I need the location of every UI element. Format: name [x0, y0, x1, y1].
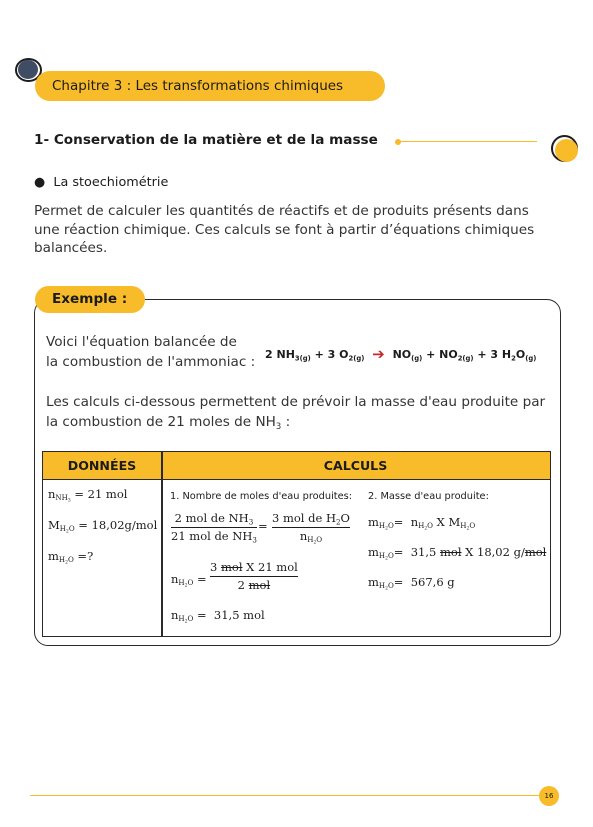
decorative-dot [395, 139, 401, 145]
m-formula: $m_{H_2O}= n_{H_2O}$ X $M_{H_2O}$ [368, 515, 476, 533]
equals-sign: = [258, 519, 268, 533]
chemical-equation [265, 345, 536, 363]
m-result: $m_{H_2O}= 567,6$ g [368, 575, 455, 593]
table-header [43, 452, 550, 480]
decorative-line [400, 141, 537, 142]
bullet-label: La stoechiométrie [53, 175, 169, 190]
calc2-title: 2. Masse d'eau produite: [368, 491, 489, 502]
header-calculs: CALCULS [323, 458, 388, 473]
bullet-item [34, 175, 168, 190]
example-label: Exemple : [35, 286, 145, 313]
calc-paragraph: Les calculs ci-dessous permettent de prévoir la masse d'eau produite par la combustion de 21 moles de $NH_3$ : [46, 394, 546, 431]
bullet-icon: ● [34, 175, 46, 190]
n-calc-fraction: 3 mol X 21 mol 2 mol [210, 560, 298, 592]
page-number: 16 [539, 786, 559, 806]
equation-reactants: 2 $NH_{3(g)} + 3$ $O_{2(g)}$ [265, 348, 365, 363]
n-result: $n_{H_2O} = 31,5$ mol [171, 608, 265, 626]
calc1-title: 1. Nombre de moles d'eau produites: [170, 491, 353, 502]
footer-line [30, 795, 539, 796]
reaction-arrow-icon: ➔ [372, 345, 385, 363]
n-calc-lhs: $n_{H_2O}$ = [171, 572, 207, 590]
header-donnees: DONNÉES [67, 458, 137, 473]
ratio-right: 3 mol de $H_2O$ $n_{H_2O}$ [272, 511, 350, 547]
calc-table [42, 451, 551, 637]
section-title: 1- Conservation de la matière et de la masse [34, 132, 378, 148]
data-m-h2o: $M_{H_2O} = 18,02g/mol$ [48, 518, 158, 536]
chapter-title: Chapitre 3 : Les transformations chimiques [35, 71, 385, 101]
decorative-circle-yellow [551, 135, 578, 162]
data-n-nh3: $n_{NH_3} = 21$ mol [48, 487, 128, 505]
m-substitution: $m_{H_2O}= 31,5$ mol X 18,02 g/mol [368, 545, 547, 563]
equation-intro-line1: Voici l'équation balancée de [46, 334, 237, 350]
equation-products: $NO_{(g)} + NO_{2(g)} + 3$ $H_2O_{(g)}$ [392, 348, 537, 363]
data-mass-unknown: $m_{H_2O}$ =? [48, 549, 94, 567]
ratio-left: 2 mol de $NH_3$ 21 mol de $NH_3$ [171, 511, 257, 545]
equation-intro-line2: la combustion de l'ammoniac : [46, 354, 256, 370]
equation-intro [46, 332, 255, 372]
intro-paragraph: Permet de calculer les quantités de réactifs et de produits présents dans une réaction chimique. Ces calculs se font à partir d’équations chimiques balancées. [34, 203, 535, 256]
column-divider [161, 452, 163, 636]
